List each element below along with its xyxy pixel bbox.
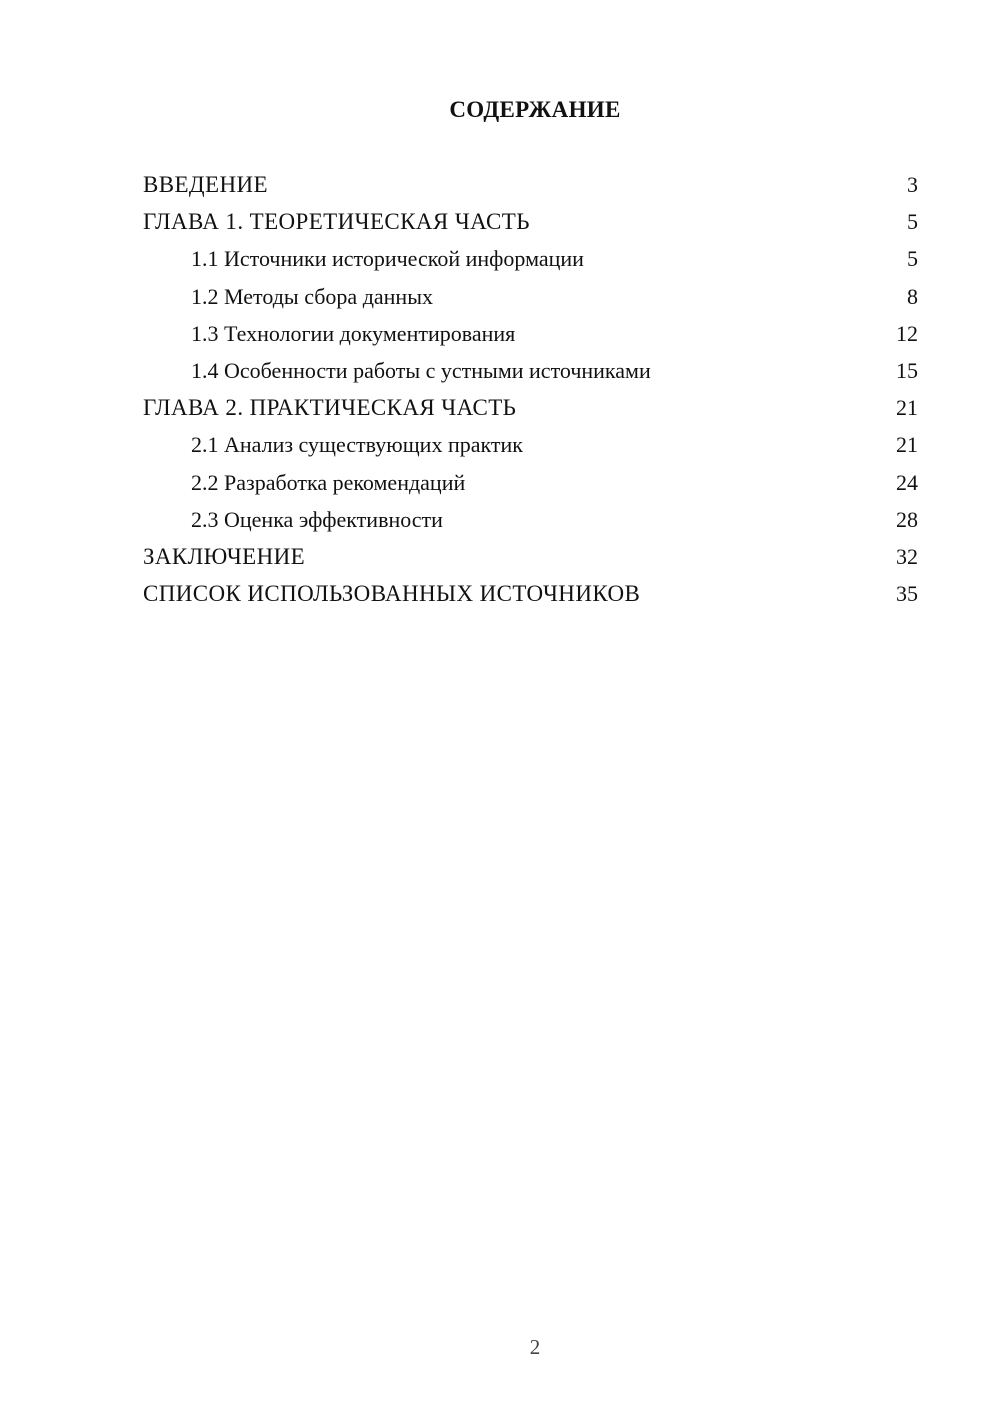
toc-item-section-2-1[interactable]	[143, 426, 918, 463]
toc-item-page: 3	[907, 172, 918, 197]
toc-item-section-1-1[interactable]	[143, 240, 918, 277]
toc-item-section-2-3[interactable]	[143, 501, 918, 538]
toc-item-label: 2.3 Оценка эффективности	[191, 506, 443, 532]
toc-item-label: ВВЕДЕНИЕ	[143, 172, 268, 197]
toc-item-section-1-3[interactable]	[143, 315, 918, 352]
toc-item-references[interactable]	[143, 575, 918, 612]
toc-item-label: СПИСОК ИСПОЛЬЗОВАННЫХ ИСТОЧНИКОВ	[143, 581, 641, 607]
toc-item-label: ГЛАВА 2. ПРАКТИЧЕСКАЯ ЧАСТЬ	[143, 395, 517, 421]
toc-item-introduction[interactable]	[143, 166, 918, 203]
toc-item-label: 1.3 Технологии документирования	[191, 320, 516, 346]
table-of-contents	[143, 166, 918, 612]
toc-item-page: 35	[896, 581, 918, 607]
toc-item-page: 28	[896, 506, 918, 532]
toc-item-page: 5	[907, 209, 918, 235]
toc-item-label: ГЛАВА 1. ТЕОРЕТИЧЕСКАЯ ЧАСТЬ	[143, 209, 530, 235]
toc-item-page: 15	[896, 357, 918, 383]
toc-item-page: 32	[896, 543, 918, 569]
toc-item-label: 1.4 Особенности работы с устными источниками	[191, 357, 651, 383]
toc-item-label: 2.1 Анализ существующих практик	[191, 432, 523, 458]
toc-item-chapter-2[interactable]	[143, 389, 918, 426]
toc-item-page: 5	[907, 246, 918, 272]
toc-item-label: 1.2 Методы сбора данных	[191, 283, 433, 309]
toc-item-section-2-2[interactable]	[143, 464, 918, 501]
toc-item-label: 1.1 Источники исторической информации	[191, 246, 584, 272]
toc-item-page: 24	[896, 469, 918, 495]
toc-item-section-1-4[interactable]	[143, 352, 918, 389]
toc-item-page: 8	[907, 283, 918, 309]
toc-item-chapter-1[interactable]	[143, 203, 918, 240]
toc-item-page: 21	[896, 395, 918, 421]
toc-item-label: 2.2 Разработка рекомендаций	[191, 469, 466, 495]
toc-item-page: 12	[896, 320, 918, 346]
toc-item-page: 21	[896, 432, 918, 458]
toc-item-label: ЗАКЛЮЧЕНИЕ	[143, 543, 306, 569]
toc-item-conclusion[interactable]	[143, 538, 918, 575]
toc-item-section-1-2[interactable]	[143, 278, 918, 315]
toc-title: СОДЕРЖАНИЕ	[449, 97, 621, 122]
page-number: 2	[529, 1335, 541, 1359]
